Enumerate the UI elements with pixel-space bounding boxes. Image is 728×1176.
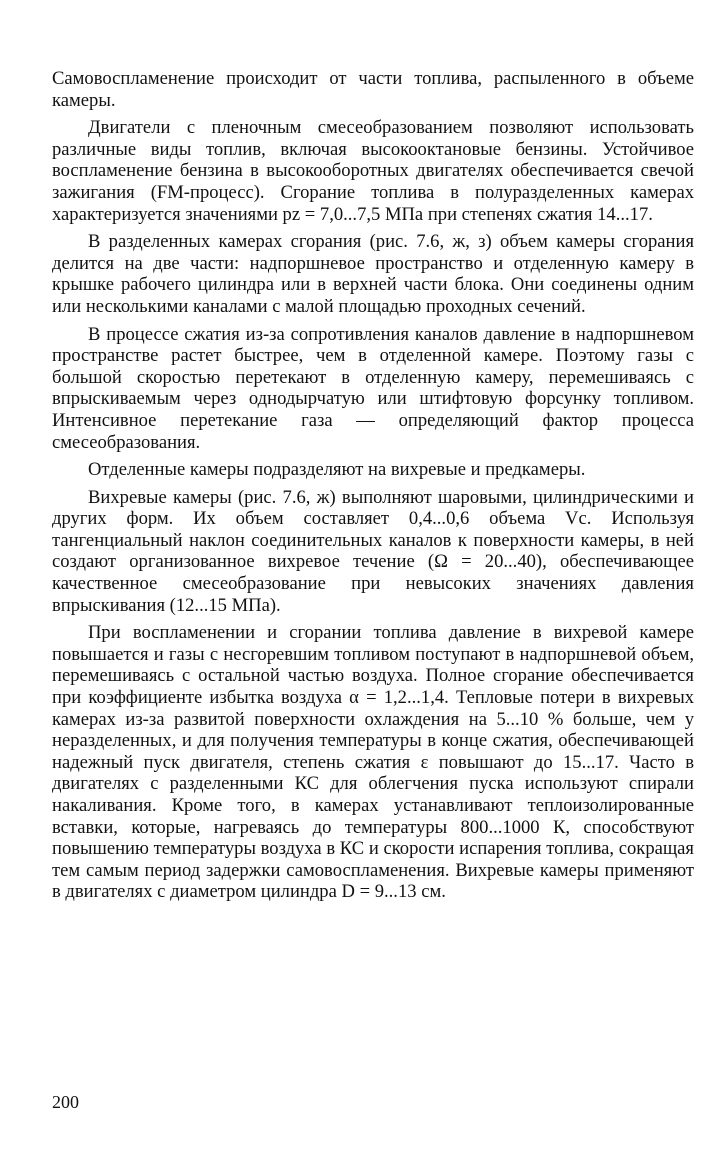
- paragraph-2: Двигатели с пленочным смесеобразованием позволяют использовать различные виды топлив, включая высокооктановые бензины. Устойчивое воспламенение бензина в высокооборотных двигателях обеспечивается свечой зажигания (FM-процесс). Сгорание топлива в полуразделенных камерах характеризуется значениями pz = 7,0...7,5 МПа при степенях сжатия 14...17.: [52, 117, 694, 225]
- paragraph-1: Самовоспламенение происходит от части топлива, распыленного в объеме камеры.: [52, 68, 694, 111]
- paragraph-3: В разделенных камерах сгорания (рис. 7.6, ж, з) объем камеры сгорания делится на две части: надпоршневое пространство и отделенную камеру в крышке рабочего цилиндра или в верхней части блока. Они соединены одним или несколькими каналами с малой площадью проходных сечений.: [52, 231, 694, 317]
- paragraph-6: Вихревые камеры (рис. 7.6, ж) выполняют шаровыми, цилиндрическими и других форм. Их объем составляет 0,4...0,6 объема Vc. Используя тангенциальный наклон соединительных каналов к поверхности камеры, в ней создают организованное вихревое течение (Ω = 20...40), обеспечивающее качественное смесеобразование при невысоких значениях давления впрыскивания (12...15 МПа).: [52, 486, 694, 616]
- page-number: 200: [52, 1092, 79, 1112]
- paragraph-5: Отделенные камеры подразделяют на вихревые и предкамеры.: [88, 459, 586, 481]
- page-body: [52, 68, 694, 909]
- paragraph-7: При воспламенении и сгорании топлива давление в вихревой камере повышается и газы с несгоревшим топливом поступают в надпоршневой объем, перемешиваясь с остальной частью воздуха. Полное сгорание обеспечивается при коэффициенте избытка воздуха α = 1,2...1,4. Тепловые потери в вихревых камерах из-за развитой поверхности охлаждения на 5...10 % больше, чем у неразделенных, и для получения температуры в конце сжатия, обеспечивающей надежный пуск двигателя, степень сжатия ε повышают до 15...17. Часто в двигателях с разделенными КС для облегчения пуска используют спирали накаливания. Кроме того, в камерах устанавливают теплоизолированные вставки, которые, нагреваясь до температуры 800...1000 К, способствуют повышению температуры воздуха в КС и скорости испарения топлива, сокращая тем самым период задержки самовоспламенения. Вихревые камеры применяют в двигателях с диаметром цилиндра D = 9...13 см.: [52, 622, 694, 903]
- paragraph-4: В процессе сжатия из-за сопротивления каналов давление в надпоршневом пространстве растет быстрее, чем в отделенной камере. Поэтому газы с большой скоростью перетекают в отделенную камеру, перемешиваясь с впрыскиваемым через однодырчатую или штифтовую форсунку топливом. Интенсивное перетекание газа — определяющий фактор процесса смесеобразования.: [52, 323, 694, 453]
